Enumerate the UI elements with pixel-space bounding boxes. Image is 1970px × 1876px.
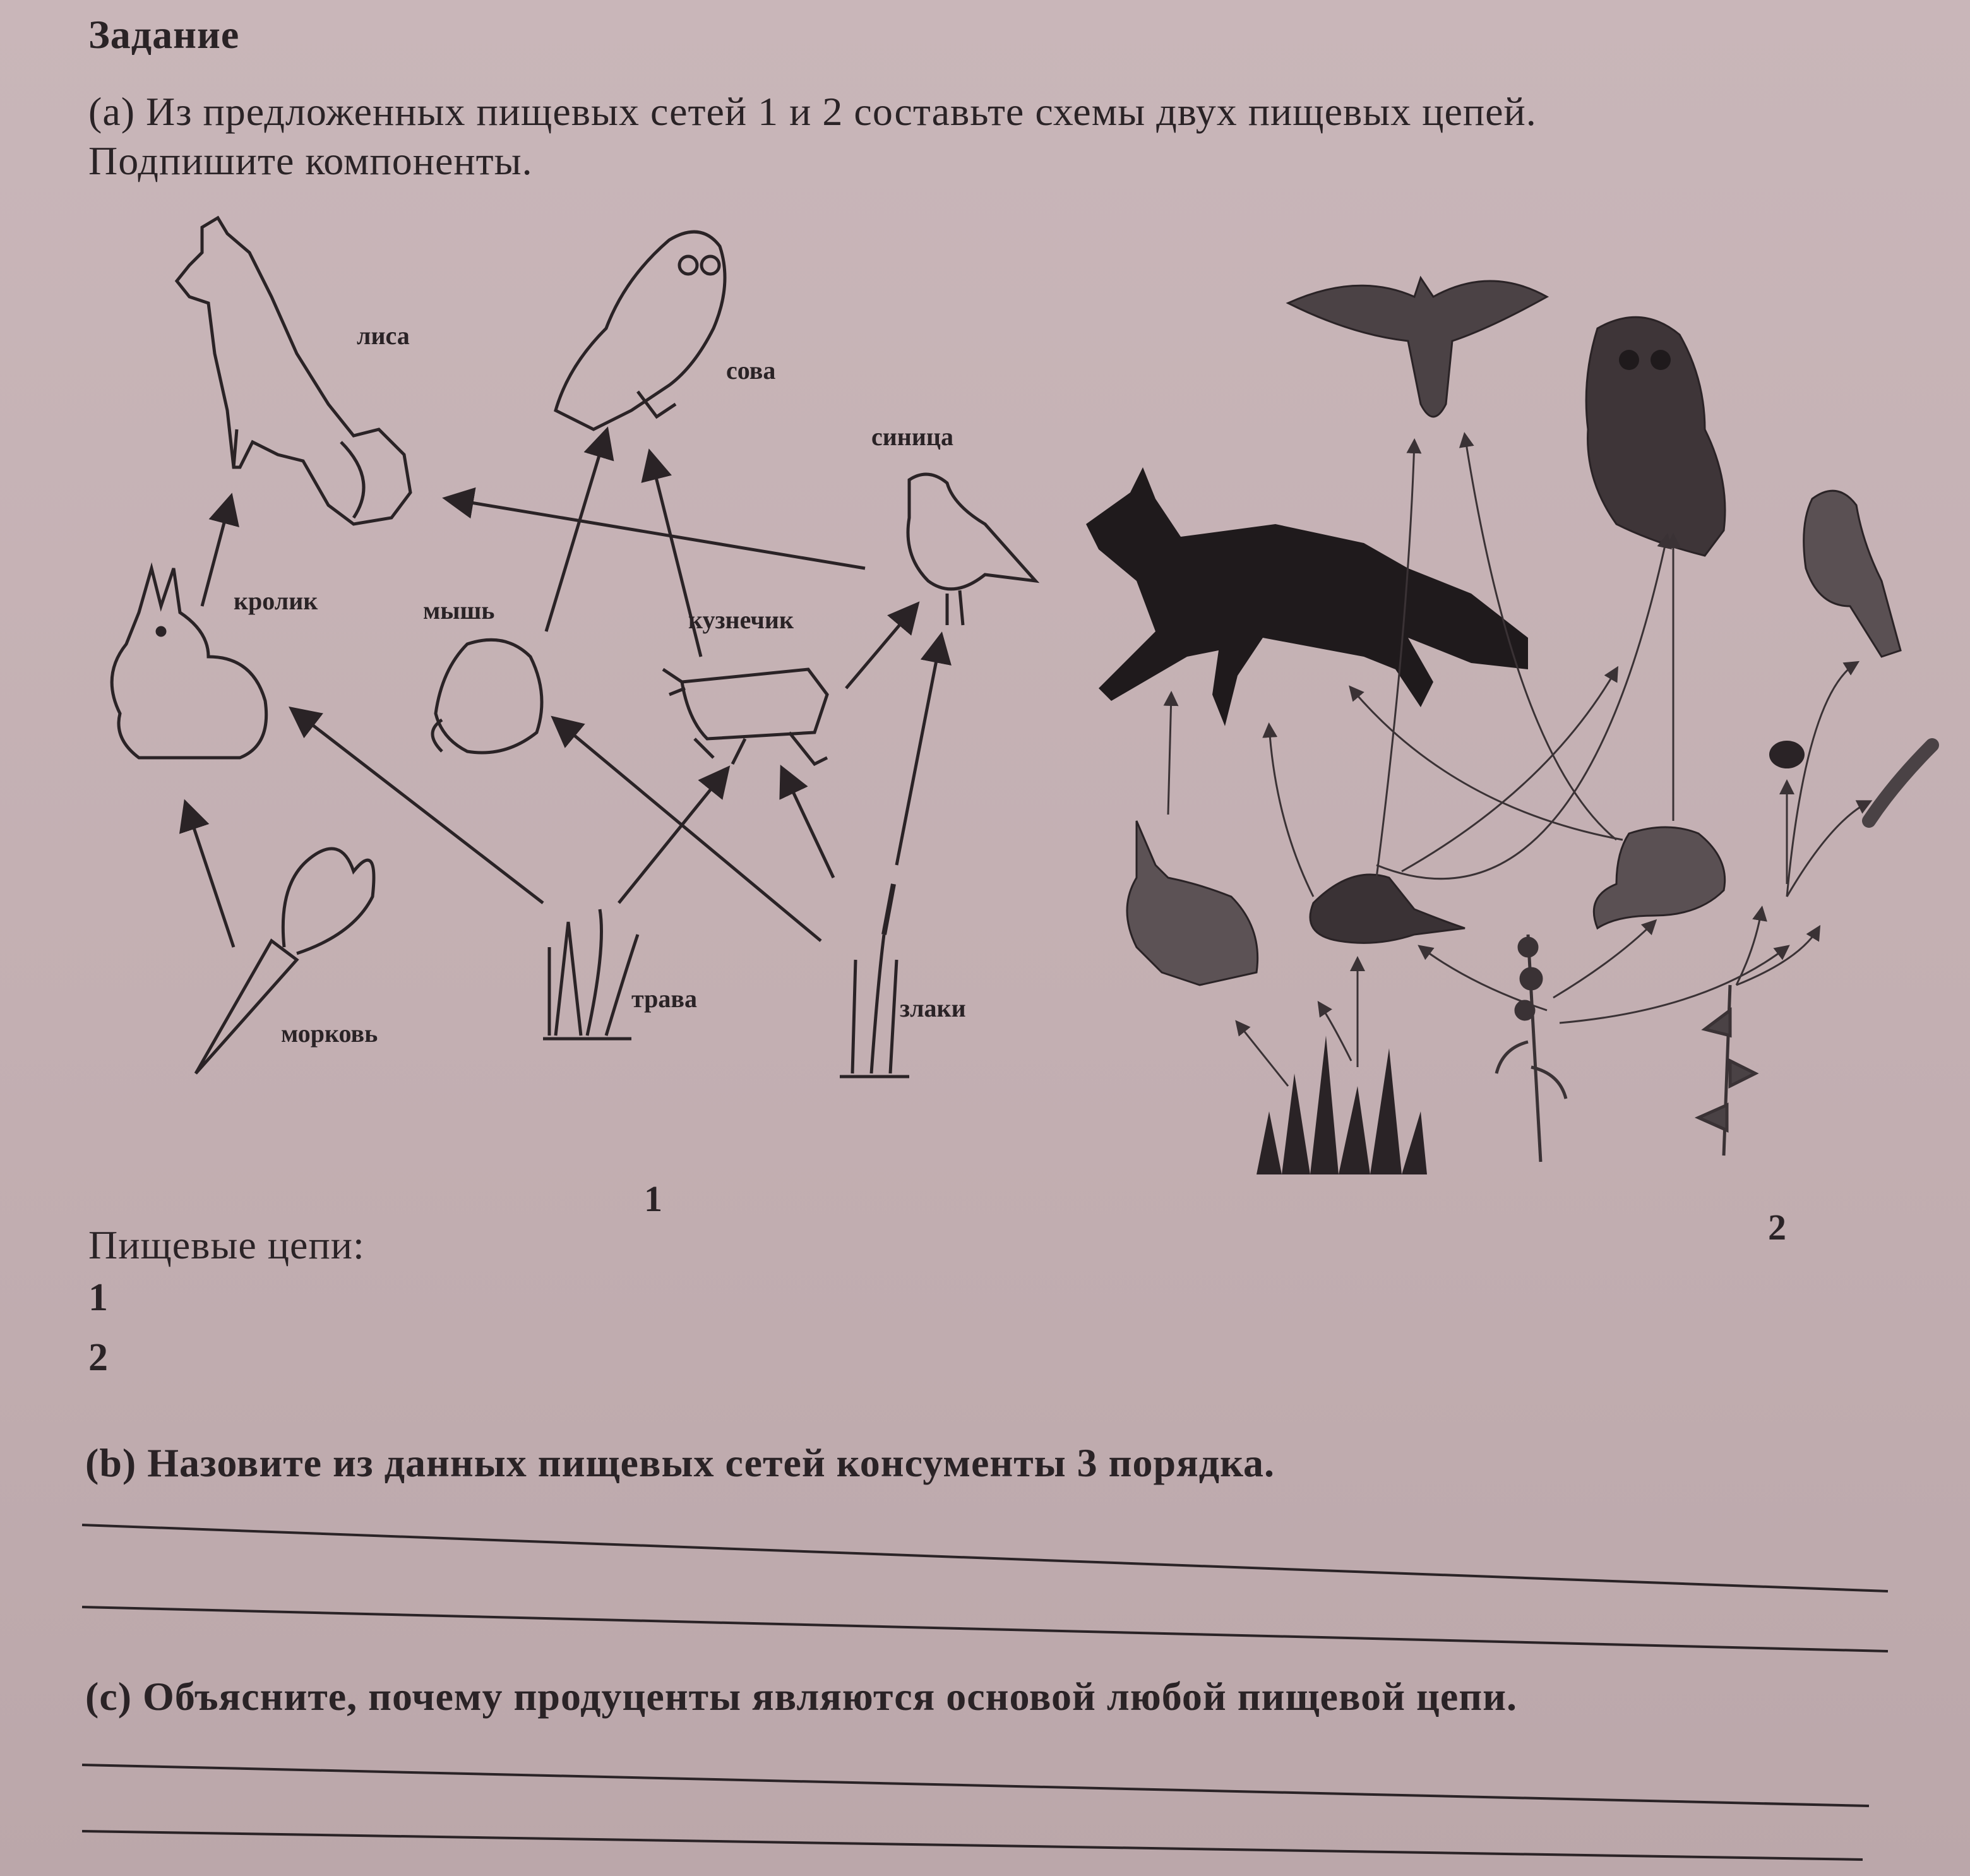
task-title: Задание [88, 12, 240, 57]
task-a-text-line2: Подпишите компоненты. [88, 138, 533, 183]
answer-line-c2[interactable] [82, 1831, 1863, 1860]
answer-line-b1[interactable] [82, 1525, 1888, 1591]
answer-line-c1[interactable] [82, 1765, 1869, 1806]
label-rabbit: кролик [234, 587, 318, 615]
label-fox: лиса [357, 321, 410, 350]
label-grasshopper: кузнечик [688, 606, 794, 634]
task-a-text-line1: (a) Из предложенных пищевых сетей 1 и 2 составьте схемы двух пищевых цепей. [88, 89, 1537, 134]
label-mouse: мышь [423, 596, 495, 624]
task-b-text: (b) Назовите из данных пищевых сетей консументы 3 порядка. [85, 1440, 1275, 1485]
label-cereals: злаки [900, 994, 966, 1022]
web1-number: 1 [644, 1178, 663, 1219]
web2-number: 2 [1768, 1207, 1787, 1248]
food-chains-label: Пищевые цепи: [88, 1222, 365, 1267]
task-c-text: (c) Объясните, почему продуценты являются основой любой пищевой цепи. [85, 1674, 1517, 1719]
label-carrot: морковь [281, 1019, 378, 1048]
answer-line-b2[interactable] [82, 1607, 1888, 1651]
label-grass: трава [631, 984, 697, 1013]
label-tit: синица [871, 422, 953, 451]
food-chain-1-number: 1 [88, 1276, 109, 1319]
food-chain-2-number: 2 [88, 1336, 109, 1379]
label-owl: сова [726, 356, 776, 385]
